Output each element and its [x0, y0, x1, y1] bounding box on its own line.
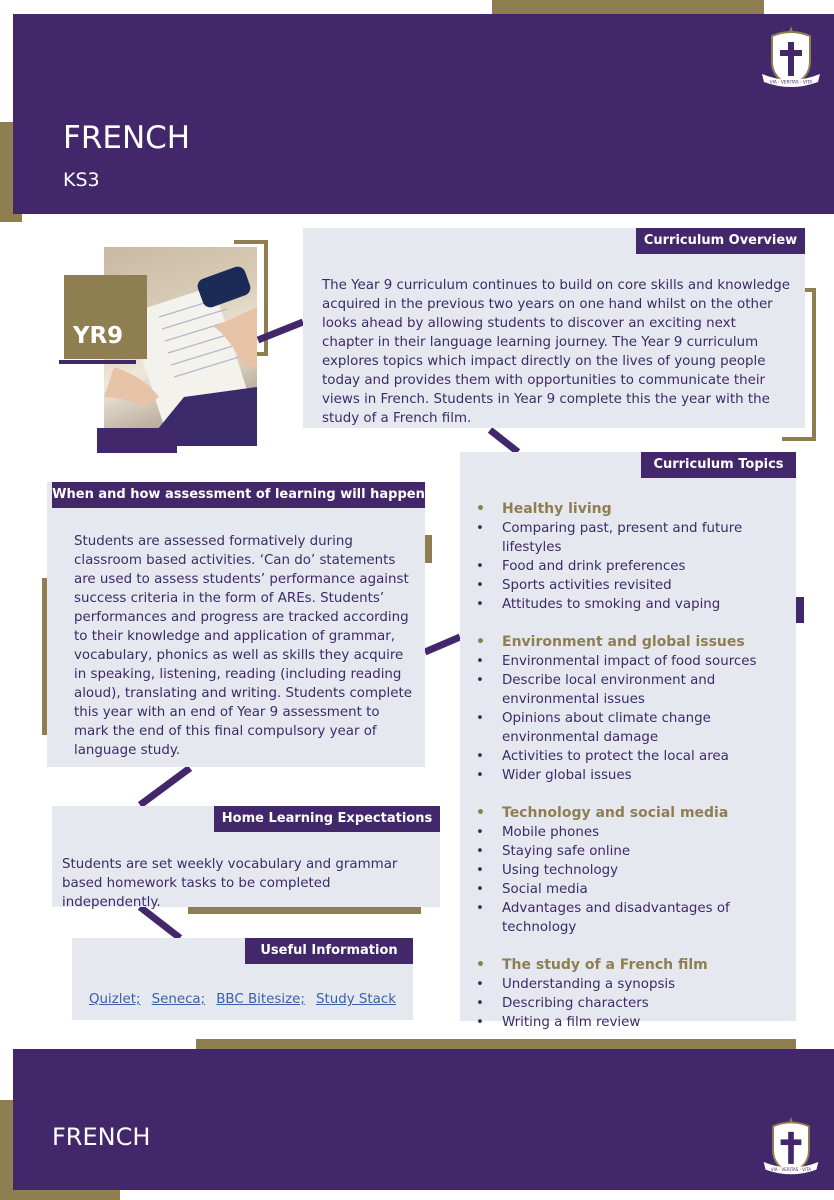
- topic-item: • Mobile phones: [460, 823, 796, 842]
- page-title: FRENCH: [63, 120, 191, 156]
- curriculum-topics-heading: Curriculum Topics: [641, 452, 796, 478]
- topic-item: • Comparing past, present and future lifestyles: [460, 519, 796, 557]
- topic-item: • Food and drink preferences: [460, 557, 796, 576]
- assessment-gold-accent-right: [425, 535, 432, 563]
- topic-item: • Staying safe online: [460, 842, 796, 861]
- topic-item: • Wider global issues: [460, 766, 796, 785]
- topics-purple-accent: [796, 597, 804, 623]
- crest-icon-footer: [758, 1113, 824, 1179]
- footer-banner: [13, 1049, 834, 1190]
- topic-item: • Attitudes to smoking and vaping: [460, 595, 796, 614]
- useful-info-heading: Useful Information: [245, 938, 413, 964]
- topic-group-title: • The study of a French film: [460, 956, 796, 975]
- svg-text:VIA · VERITAS · VITA: VIA · VERITAS · VITA: [769, 80, 813, 86]
- topic-item: • Sports activities revisited: [460, 576, 796, 595]
- link-seneca[interactable]: Seneca;: [151, 992, 206, 1007]
- assessment-panel: [47, 482, 425, 767]
- assessment-heading: When and how assessment of learning will happen: [52, 482, 425, 508]
- topic-group-spacer: [460, 785, 796, 804]
- topic-item: • Using technology: [460, 861, 796, 880]
- link-quizlet[interactable]: Quizlet;: [89, 992, 141, 1007]
- curriculum-overview-text: The Year 9 curriculum continues to build on core skills and knowledge acquired in the previous two years on one hand whilst on the other looks ahead by allowing students to discover an exciting next chapter in their language learning journey. The Year 9 curriculum explores topics which impact directly on the lives of young people today and provides them with opportunities to communicate their views in French. Students in Year 9 complete this the year with the study of a French film.: [322, 278, 790, 426]
- topic-item: • Describe local environment and environmental issues: [460, 671, 796, 709]
- topic-group-spacer: [460, 614, 796, 633]
- link-study-stack[interactable]: Study Stack: [315, 992, 396, 1007]
- curriculum-overview-panel: [303, 228, 805, 428]
- topics-list-container: [460, 500, 796, 1032]
- topic-group-title: • Healthy living: [460, 500, 796, 519]
- topic-group-title: • Environment and global issues: [460, 633, 796, 652]
- svg-text:VIA · VERITAS · VITA: VIA · VERITAS · VITA: [770, 1166, 812, 1172]
- topic-item: • Social media: [460, 880, 796, 899]
- home-learning-heading: Home Learning Expectations: [214, 806, 440, 832]
- home-learning-panel: [52, 806, 440, 910]
- topic-item: • Understanding a synopsis: [460, 975, 796, 994]
- topic-item: • Environmental impact of food sources: [460, 652, 796, 671]
- curriculum-topics-panel: [460, 452, 796, 1030]
- page-subtitle: KS3: [63, 169, 100, 191]
- useful-links: [72, 988, 413, 1007]
- home-learning-text: Students are set weekly vocabulary and grammar based homework tasks to be completed independently.: [62, 857, 398, 910]
- year-badge-label: YR9: [72, 323, 124, 349]
- link-bbc-bitesize[interactable]: BBC Bitesize;: [216, 992, 305, 1007]
- curriculum-overview-heading: Curriculum Overview: [636, 228, 805, 254]
- topic-group-title: • Technology and social media: [460, 804, 796, 823]
- topics-list: [460, 500, 796, 1032]
- topic-item: • Activities to protect the local area: [460, 747, 796, 766]
- topic-item: • Describing characters: [460, 994, 796, 1013]
- useful-info-panel: [72, 938, 413, 1020]
- footer-title: FRENCH: [52, 1123, 151, 1151]
- topic-item: • Opinions about climate change environmental damage: [460, 709, 796, 747]
- assessment-text: Students are assessed formatively during classroom based activities. ‘Can do’ statements are used to assess students’ performance against success criteria in the form of AREs. Students’ performances and progress are tracked according to their knowledge and application of grammar, vocabulary, phonics as well as skills they acquire in speaking, listening, reading (including reading aloud), translating and writing. Students complete this year with an end of Year 9 assessment to mark the end of this final compulsory year of language study.: [74, 534, 412, 758]
- topic-item: • Advantages and disadvantages of technology: [460, 899, 796, 937]
- topic-item: • Writing a film review: [460, 1013, 796, 1032]
- topic-group-spacer: [460, 937, 796, 956]
